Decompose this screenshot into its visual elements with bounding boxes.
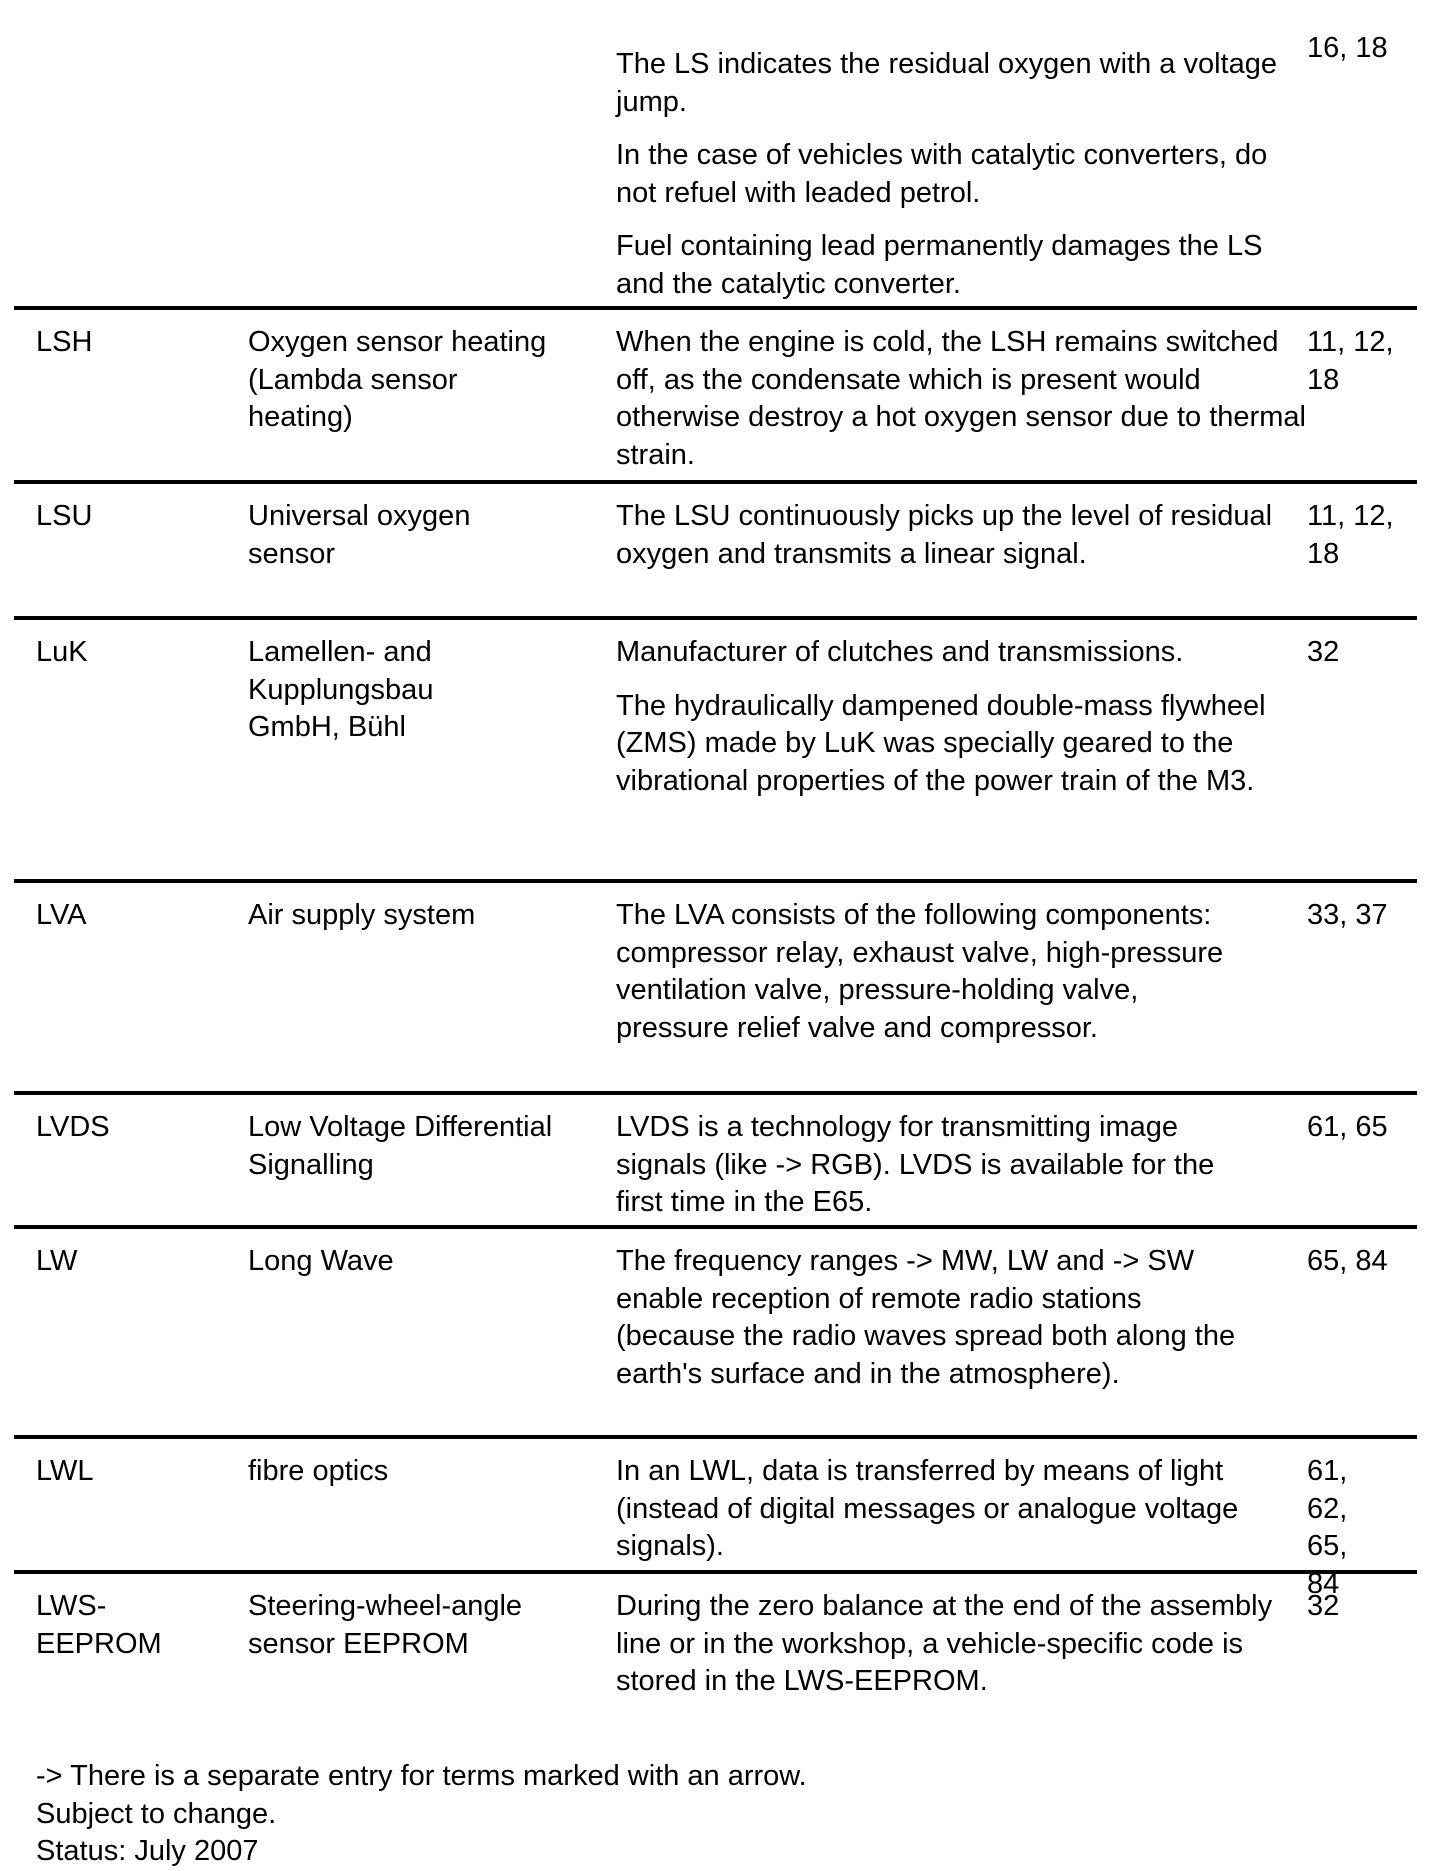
glossary-row: [14, 1435, 1417, 1600]
entry-description: [616, 46, 1306, 303]
description-paragraph: The hydraulically dampened double-mass flywheel (ZMS) made by LuK was specially geared to the vibrational properties of the power train of the M3.: [616, 689, 1266, 797]
entry-pages: 11, 12, 18: [1307, 326, 1394, 396]
arrow-note: -> There is a separate entry for terms marked with an arrow.: [36, 1760, 807, 1792]
entry-description: [616, 1109, 1236, 1222]
entry-term: Long Wave: [248, 1245, 394, 1277]
entry-term: Oxygen sensor heating (Lambda sensor heating): [248, 326, 547, 433]
entry-description: [616, 324, 1306, 474]
entry-abbreviation: LWS-EEPROM: [36, 1590, 162, 1660]
entry-description: [616, 634, 1276, 800]
entry-term: Air supply system: [248, 899, 476, 931]
glossary-row: [14, 1091, 1417, 1227]
entry-abbreviation: LVDS: [36, 1111, 110, 1143]
entry-pages: 11, 12, 18: [1307, 500, 1394, 570]
entry-abbreviation: LW: [36, 1245, 78, 1277]
entry-description: [616, 1588, 1286, 1701]
entry-abbreviation: LuK: [36, 636, 88, 668]
status-date: Status: July 2007: [36, 1835, 259, 1867]
glossary-row: [14, 616, 1417, 881]
description-paragraph: LVDS is a technology for transmitting image signals (like -> RGB). LVDS is available for the first time in the E65.: [616, 1111, 1215, 1218]
entry-term: Low Voltage Differential Signalling: [248, 1111, 553, 1181]
description-paragraph: The LVA consists of the following components: compressor relay, exhaust valve, high-pressure ventilation valve, pressure-holding valve, pressure relief valve and compressor.: [616, 899, 1224, 1044]
glossary-row: [14, 879, 1417, 1093]
entry-term: Lamellen- and Kupplungsbau GmbH, Bühl: [248, 636, 434, 743]
description-paragraph: In the case of vehicles with catalytic converters, do not refuel with leaded petrol.: [616, 139, 1268, 209]
entry-description: [616, 897, 1256, 1047]
entry-pages: 65, 84: [1307, 1245, 1388, 1277]
entry-pages: 33, 37: [1307, 899, 1388, 931]
description-paragraph: The frequency ranges -> MW, LW and -> SW enable reception of remote radio stations (because the radio waves spread both along the earth's surface and in the atmosphere).: [616, 1245, 1236, 1390]
entry-description: [616, 1453, 1306, 1566]
description-paragraph: When the engine is cold, the LSH remains switched off, as the condensate which is present would otherwise destroy a hot oxygen sensor due to thermal strain.: [616, 326, 1306, 471]
entry-abbreviation: LSU: [36, 500, 93, 532]
subject-to-change-note: Subject to change.: [36, 1797, 277, 1830]
description-paragraph: In an LWL, data is transferred by means of light (instead of digital messages or analogue voltage signals).: [616, 1455, 1239, 1562]
entry-pages: 32: [1307, 636, 1340, 668]
description-paragraph: Manufacturer of clutches and transmissions.: [616, 636, 1184, 668]
entry-abbreviation: LVA: [36, 899, 87, 931]
entry-pages: 32: [1307, 1590, 1340, 1622]
glossary-row-continuation: [14, 32, 1417, 306]
entry-term: fibre optics: [248, 1455, 389, 1487]
description-paragraph: During the zero balance at the end of the assembly line or in the workshop, a vehicle-specific code is stored in the LWS-EEPROM.: [616, 1590, 1273, 1697]
glossary-row: [14, 1225, 1417, 1437]
entry-description: [616, 1243, 1256, 1393]
description-paragraph: The LS indicates the residual oxygen with a voltage jump.: [616, 48, 1277, 118]
description-paragraph: The LSU continuously picks up the level of residual oxygen and transmits a linear signal.: [616, 500, 1273, 570]
glossary-row: [14, 1570, 1417, 1750]
entry-pages: 16, 18: [1307, 32, 1388, 64]
entry-abbreviation: LSH: [36, 326, 93, 358]
entry-description: [616, 498, 1306, 573]
entry-pages: 61, 65: [1307, 1111, 1388, 1143]
description-paragraph: Fuel containing lead permanently damages the LS and the catalytic converter.: [616, 230, 1263, 300]
page-footer: [36, 1758, 1336, 1871]
glossary-row: [14, 480, 1417, 618]
entry-pages: 61, 62, 65, 84: [1307, 1455, 1348, 1600]
glossary-row: [14, 306, 1417, 482]
entry-abbreviation: LWL: [36, 1455, 94, 1487]
entry-term: Universal oxygen sensor: [248, 500, 471, 570]
entry-term: Steering-wheel-angle sensor EEPROM: [248, 1590, 523, 1660]
